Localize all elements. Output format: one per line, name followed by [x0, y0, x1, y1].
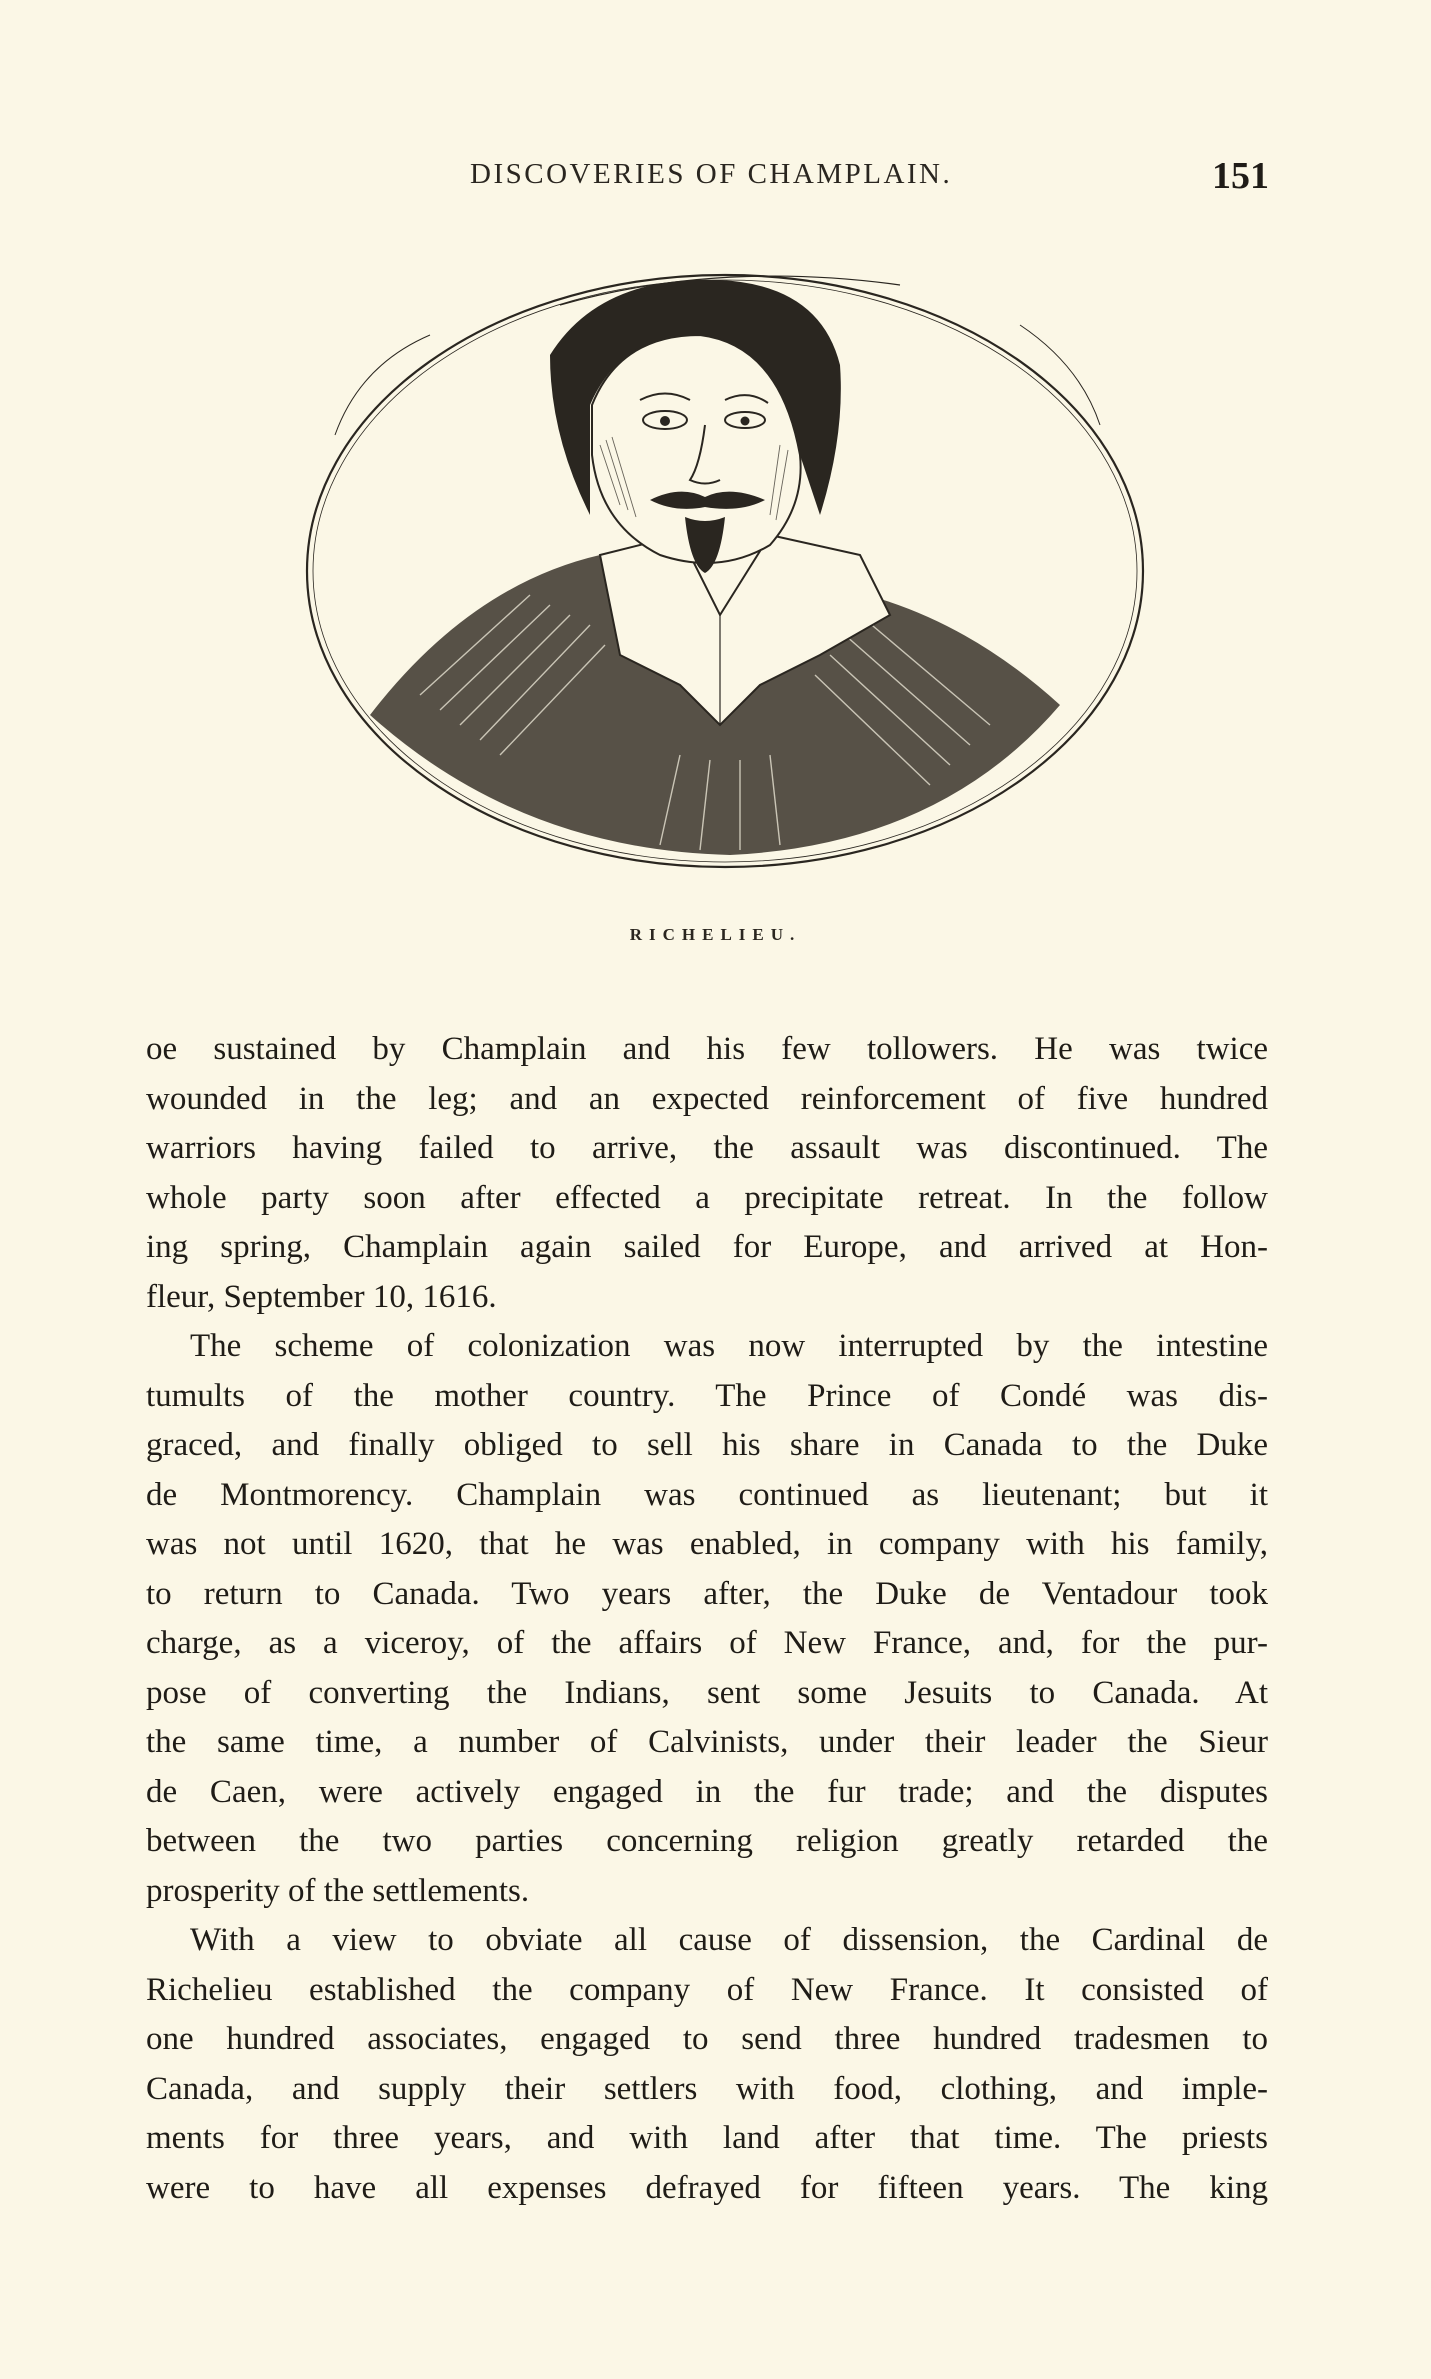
text-line: the same time, a number of Calvinists, under their leader the Sieur: [146, 1724, 1268, 1760]
text-line: The scheme of colonization was now interrupted by the intestine: [190, 1328, 1268, 1364]
text-line: fleur, September 10, 1616.: [146, 1278, 497, 1315]
text-line: between the two parties concerning religion greatly retarded the: [146, 1823, 1268, 1859]
figure-caption: RICHELIEU.: [629, 925, 802, 944]
text-line: one hundred associates, engaged to send three hundred tradesmen to: [146, 2021, 1268, 2057]
text-line: charge, as a viceroy, of the affairs of New France, and, for the pur-: [146, 1625, 1268, 1661]
page-number: 151: [1212, 155, 1269, 197]
text-line: ing spring, Champlain again sailed for Europe, and arrived at Hon-: [146, 1229, 1268, 1265]
text-line: Canada, and supply their settlers with food, clothing, and imple-: [146, 2070, 1268, 2107]
text-line: warriors having failed to arrive, the assault was discontinued. The: [146, 1130, 1268, 1166]
text-line: oe sustained by Champlain and his few tollowers. He was twice: [146, 1031, 1268, 1067]
text-line: were to have all expenses defrayed for fifteen years. The king: [146, 2169, 1268, 2206]
richelieu-portrait: [300, 255, 1150, 890]
running-head: [0, 155, 1431, 198]
text-line: With a view to obviate all cause of dissension, the Cardinal de: [190, 1922, 1268, 1958]
text-line: wounded in the leg; and an expected reinforcement of five hundred: [146, 1080, 1268, 1117]
text-line: de Montmorency. Champlain was continued as lieutenant; but it: [146, 1476, 1268, 1513]
text-line: ments for three years, and with land after that time. The priests: [146, 2120, 1268, 2156]
portrait-engraving-icon: [300, 255, 1150, 890]
text-line: tumults of the mother country. The Prince of Condé was dis-: [146, 1377, 1268, 1414]
text-line: Richelieu established the company of New France. It consisted of: [146, 1971, 1268, 2008]
text-line: graced, and finally obliged to sell his share in Canada to the Duke: [146, 1427, 1268, 1463]
text-line: de Caen, were actively engaged in the fur trade; and the disputes: [146, 1773, 1268, 1810]
body-text: [146, 1025, 1268, 2213]
running-title: DISCOVERIES OF CHAMPLAIN.: [470, 158, 953, 190]
text-line: prosperity of the settlements.: [146, 1872, 530, 1909]
text-line: to return to Canada. Two years after, the Duke de Ventadour took: [146, 1575, 1268, 1612]
text-line: whole party soon after effected a precipitate retreat. In the follow: [146, 1179, 1268, 1216]
text-line: pose of converting the Indians, sent some Jesuits to Canada. At: [146, 1674, 1268, 1711]
text-line: was not until 1620, that he was enabled, in company with his family,: [146, 1526, 1268, 1562]
